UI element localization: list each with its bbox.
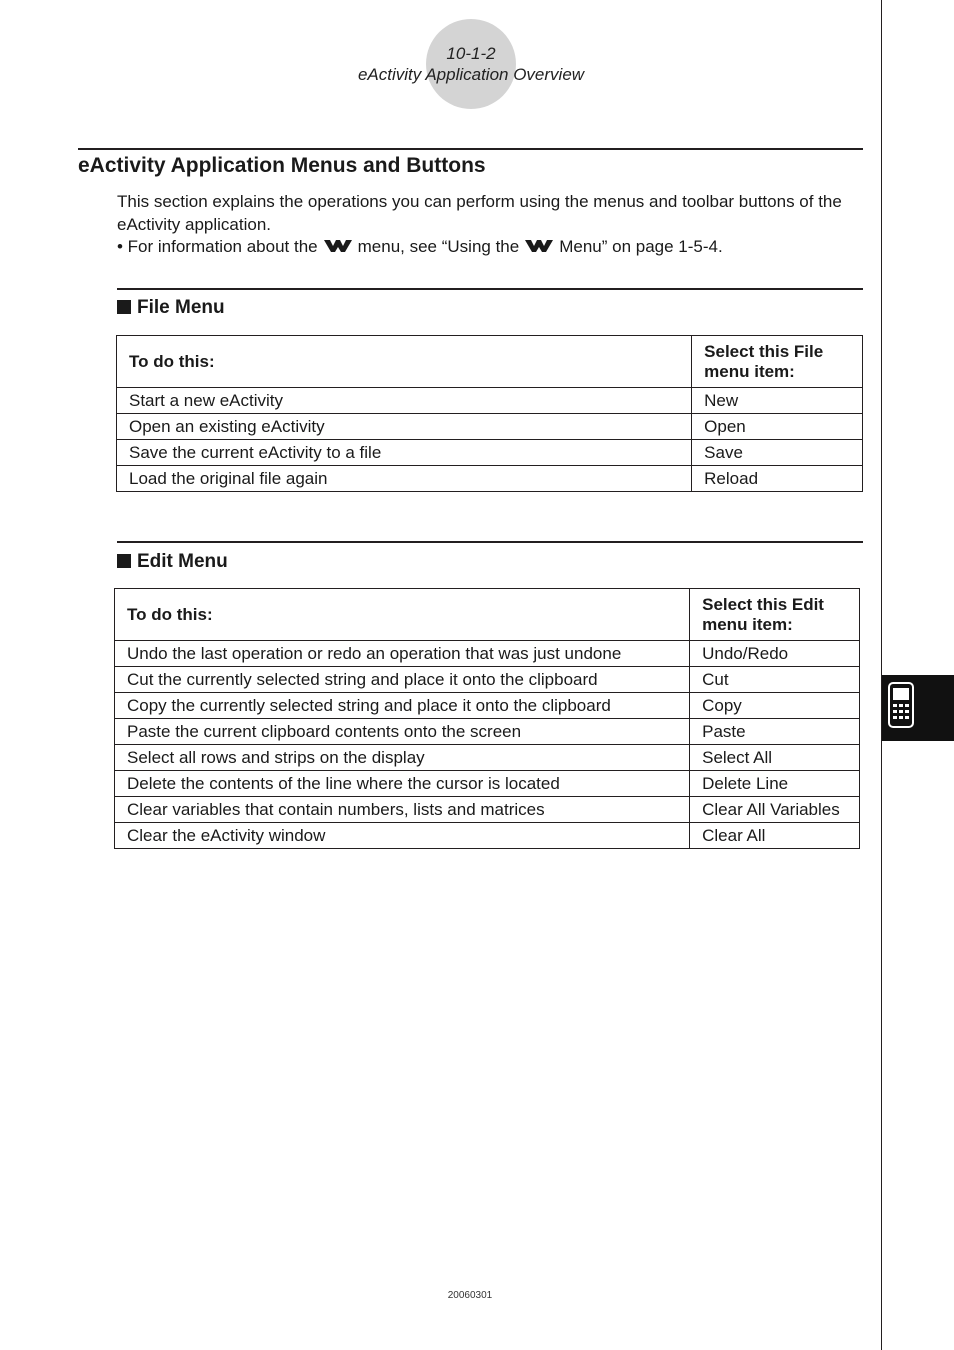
row-action: Clear the eActivity window	[115, 823, 690, 849]
menu-icon	[323, 239, 353, 253]
bullet-text-3: Menu” on page 1-5-4.	[559, 237, 723, 256]
row-action: Start a new eActivity	[117, 388, 692, 414]
col-header-action: To do this:	[115, 589, 690, 641]
row-action: Select all rows and strips on the display	[115, 745, 690, 771]
row-action: Save the current eActivity to a file	[117, 440, 692, 466]
square-bullet-icon	[117, 554, 131, 568]
row-menu-item: New	[692, 388, 863, 414]
calculator-icon	[887, 681, 915, 729]
col-header-item	[690, 589, 860, 641]
edit-menu-divider	[117, 541, 863, 543]
table-header-row	[115, 589, 860, 641]
row-menu-item: Reload	[692, 466, 863, 492]
intro-text: This section explains the operations you can perform using the menus and toolbar buttons of the eActivity application.	[117, 192, 842, 234]
file-menu-heading	[117, 297, 225, 319]
bullet-text-2: menu, see “Using the	[357, 237, 520, 256]
menu-icon	[524, 239, 554, 253]
row-menu-item: Paste	[690, 719, 860, 745]
row-action: Delete the contents of the line where the cursor is located	[115, 771, 690, 797]
edit-menu-heading	[117, 551, 228, 573]
intro-paragraph	[117, 190, 867, 236]
section-title: eActivity Application Menus and Buttons	[78, 154, 486, 177]
page-number-circle	[426, 19, 516, 109]
table-row	[115, 771, 860, 797]
table-row	[117, 466, 863, 492]
footer-code: 20060301	[447, 1290, 493, 1301]
row-menu-item: Clear All Variables	[690, 797, 860, 823]
row-menu-item: Copy	[690, 693, 860, 719]
edit-menu-table	[114, 588, 860, 849]
row-menu-item: Delete Line	[690, 771, 860, 797]
col-header-item	[692, 336, 863, 388]
row-menu-item: Undo/Redo	[690, 641, 860, 667]
row-menu-item: Clear All	[690, 823, 860, 849]
table-row	[117, 388, 863, 414]
row-action: Cut the currently selected string and place it onto the clipboard	[115, 667, 690, 693]
col-header-item-line1: Select this File	[704, 341, 824, 361]
table-row	[117, 440, 863, 466]
col-header-item-line1: Select this Edit	[702, 594, 824, 614]
row-action: Undo the last operation or redo an operation that was just undone	[115, 641, 690, 667]
section-divider	[78, 148, 863, 150]
row-menu-item: Save	[692, 440, 863, 466]
row-menu-item: Open	[692, 414, 863, 440]
edit-menu-title: Edit Menu	[137, 551, 228, 572]
table-row	[115, 693, 860, 719]
page-subtitle: eActivity Application Overview	[357, 65, 585, 84]
table-row	[115, 719, 860, 745]
file-menu-table	[116, 335, 863, 492]
bullet-note	[117, 235, 723, 258]
table-row	[115, 667, 860, 693]
row-action: Clear variables that contain numbers, lists and matrices	[115, 797, 690, 823]
table-row	[115, 641, 860, 667]
file-menu-title: File Menu	[137, 297, 225, 318]
table-header-row	[117, 336, 863, 388]
row-action: Open an existing eActivity	[117, 414, 692, 440]
table-row	[117, 414, 863, 440]
file-menu-divider	[117, 288, 863, 290]
row-menu-item: Cut	[690, 667, 860, 693]
row-menu-item: Select All	[690, 745, 860, 771]
col-header-item-line2: menu item:	[702, 614, 793, 634]
row-action: Copy the currently selected string and place it onto the clipboard	[115, 693, 690, 719]
table-row	[115, 745, 860, 771]
table-row	[115, 823, 860, 849]
col-header-action: To do this:	[117, 336, 692, 388]
col-header-item-line2: menu item:	[704, 361, 795, 381]
bullet-text-1: • For information about the	[117, 237, 318, 256]
row-action: Load the original file again	[117, 466, 692, 492]
row-action: Paste the current clipboard contents onto the screen	[115, 719, 690, 745]
table-row	[115, 797, 860, 823]
page-number: 10-1-2	[446, 44, 496, 63]
square-bullet-icon	[117, 300, 131, 314]
